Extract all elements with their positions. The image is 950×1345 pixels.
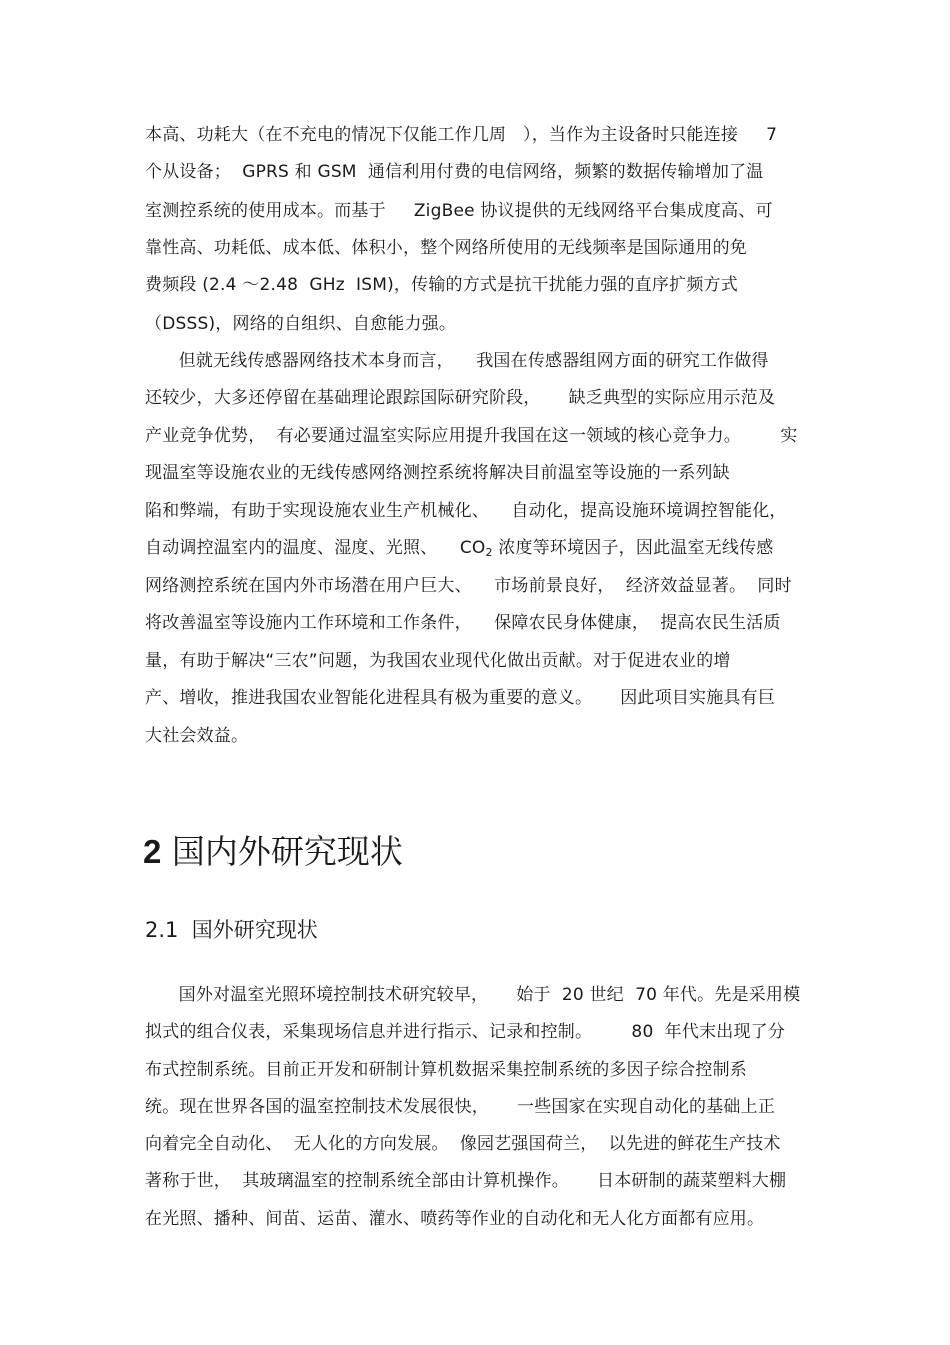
text-line: 产、增收，推进我国农业智能化进程具有极为重要的意义。 因此项目实施具有巨 — [145, 688, 776, 708]
section-number: 2 — [143, 833, 162, 870]
text-line: 靠性高、功耗低、成本低、体积小，整个网络所使用的无线频率是国际通用的免 — [145, 238, 747, 258]
co2-suffix: 浓度等环境因子，因此温室无线传感 — [492, 538, 774, 558]
text-line: 著称于世， 其玻璃温室的控制系统全部由计算机操作。 日本研制的蔬菜塑料大棚 — [145, 1171, 787, 1191]
text-line: 大社会效益。 — [145, 726, 249, 746]
text-line: 向着完全自动化、 无人化的方向发展。 像园艺强国荷兰， 以先进的鲜花生产技术 — [145, 1134, 781, 1154]
text-line: 统。现在世界各国的温室控制技术发展很快， 一些国家在实现自动化的基础上正 — [145, 1097, 776, 1117]
text-line — [145, 537, 773, 559]
text-line: 网络测控系统在国内外市场潜在用户巨大、 市场前景良好， 经济效益显著。 同时 — [145, 576, 792, 596]
section-title: 国内外研究现状 — [161, 832, 403, 871]
subsection-heading: 2.1 国外研究现状 — [145, 918, 318, 942]
text-line: 拟式的组合仪表，采集现场信息并进行指示、记录和控制。 80 年代末出现了分 — [145, 1022, 786, 1042]
text-line: 国外对温室光照环境控制技术研究较早， 始于 20 世纪 70 年代。先是采用模 — [145, 985, 801, 1005]
text-line: 产业竞争优势， 有必要通过温室实际应用提升我国在这一领域的核心竞争力。 实 — [145, 426, 798, 446]
text-line: （DSSS)，网络的自组织、自愈能力强。 — [145, 314, 457, 334]
co2-subscript: 2 — [485, 546, 493, 559]
text-line: 布式控制系统。目前正开发和研制计算机数据采集控制系统的多因子综合控制系 — [145, 1060, 747, 1080]
co2-prefix: 自动调控温室内的温度、湿度、光照、 CO — [145, 538, 486, 558]
text-line: 本高、功耗大（在不充电的情况下仅能工作几周 ），当作为主设备时只能连接 7 — [145, 125, 778, 145]
text-line: 在光照、播种、间苗、运苗、灌水、喷药等作业的自动化和无人化方面都有应用。 — [145, 1209, 765, 1229]
text-line: 室测控系统的使用成本。而基于 ZigBee 协议提供的无线网络平台集成度高、可 — [145, 201, 773, 221]
text-line: 费频段 (2.4 ～2.48 GHz ISM)，传输的方式是抗干扰能力强的直序扩频方式 — [145, 275, 738, 295]
text-line: 个从设备； GPRS 和 GSM 通信利用付费的电信网络，频繁的数据传输增加了温 — [145, 162, 764, 182]
text-line: 将改善温室等设施内工作环境和工作条件， 保障农民身体健康， 提高农民生活质 — [145, 613, 781, 633]
text-line: 还较少，大多还停留在基础理论跟踪国际研究阶段， 缺乏典型的实际应用示范及 — [145, 388, 776, 408]
text-line: 量，有助于解决“三农”问题，为我国农业现代化做出贡献。对于促进农业的增 — [145, 651, 731, 671]
text-line: 陷和弊端，有助于实现设施农业生产机械化、 自动化，提高设施环境调控智能化， — [145, 501, 787, 521]
text-line: 但就无线传感器网络技术本身而言， 我国在传感器组网方面的研究工作做得 — [145, 351, 769, 371]
section-heading — [143, 830, 403, 874]
text-line: 现温室等设施农业的无线传感网络测控系统将解决目前温室等设施的一系列缺 — [145, 463, 730, 483]
